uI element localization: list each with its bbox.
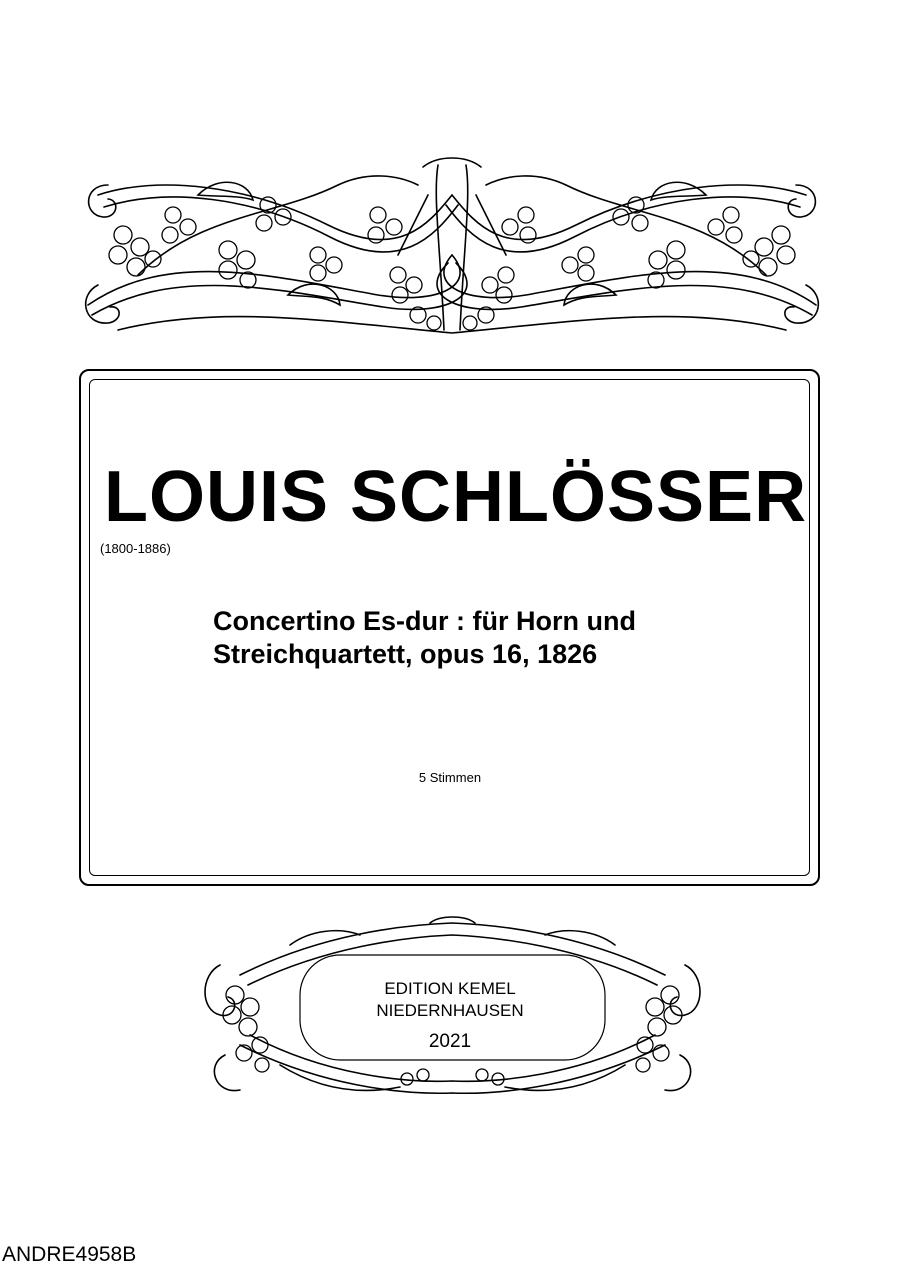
- publisher-line-2: NIEDERNHAUSEN: [376, 1001, 524, 1020]
- publisher-name: [300, 978, 600, 1022]
- work-title: [213, 605, 773, 671]
- publication-year: 2021: [428, 1031, 472, 1052]
- composer-name: LOUIS SCHLÖSSER: [104, 457, 808, 537]
- publisher-line-1: EDITION KEMEL: [384, 979, 516, 998]
- parts-count: 5 Stimmen: [418, 770, 482, 785]
- work-title-line-1: Concertino Es-dur : für Horn und: [213, 606, 636, 636]
- work-title-line-2: Streichquartett, opus 16, 1826: [213, 639, 598, 669]
- composer-dates: (1800-1886): [100, 541, 171, 556]
- catalog-number: ANDRE4958B: [2, 1243, 137, 1266]
- top-floral-ornament: [78, 155, 826, 340]
